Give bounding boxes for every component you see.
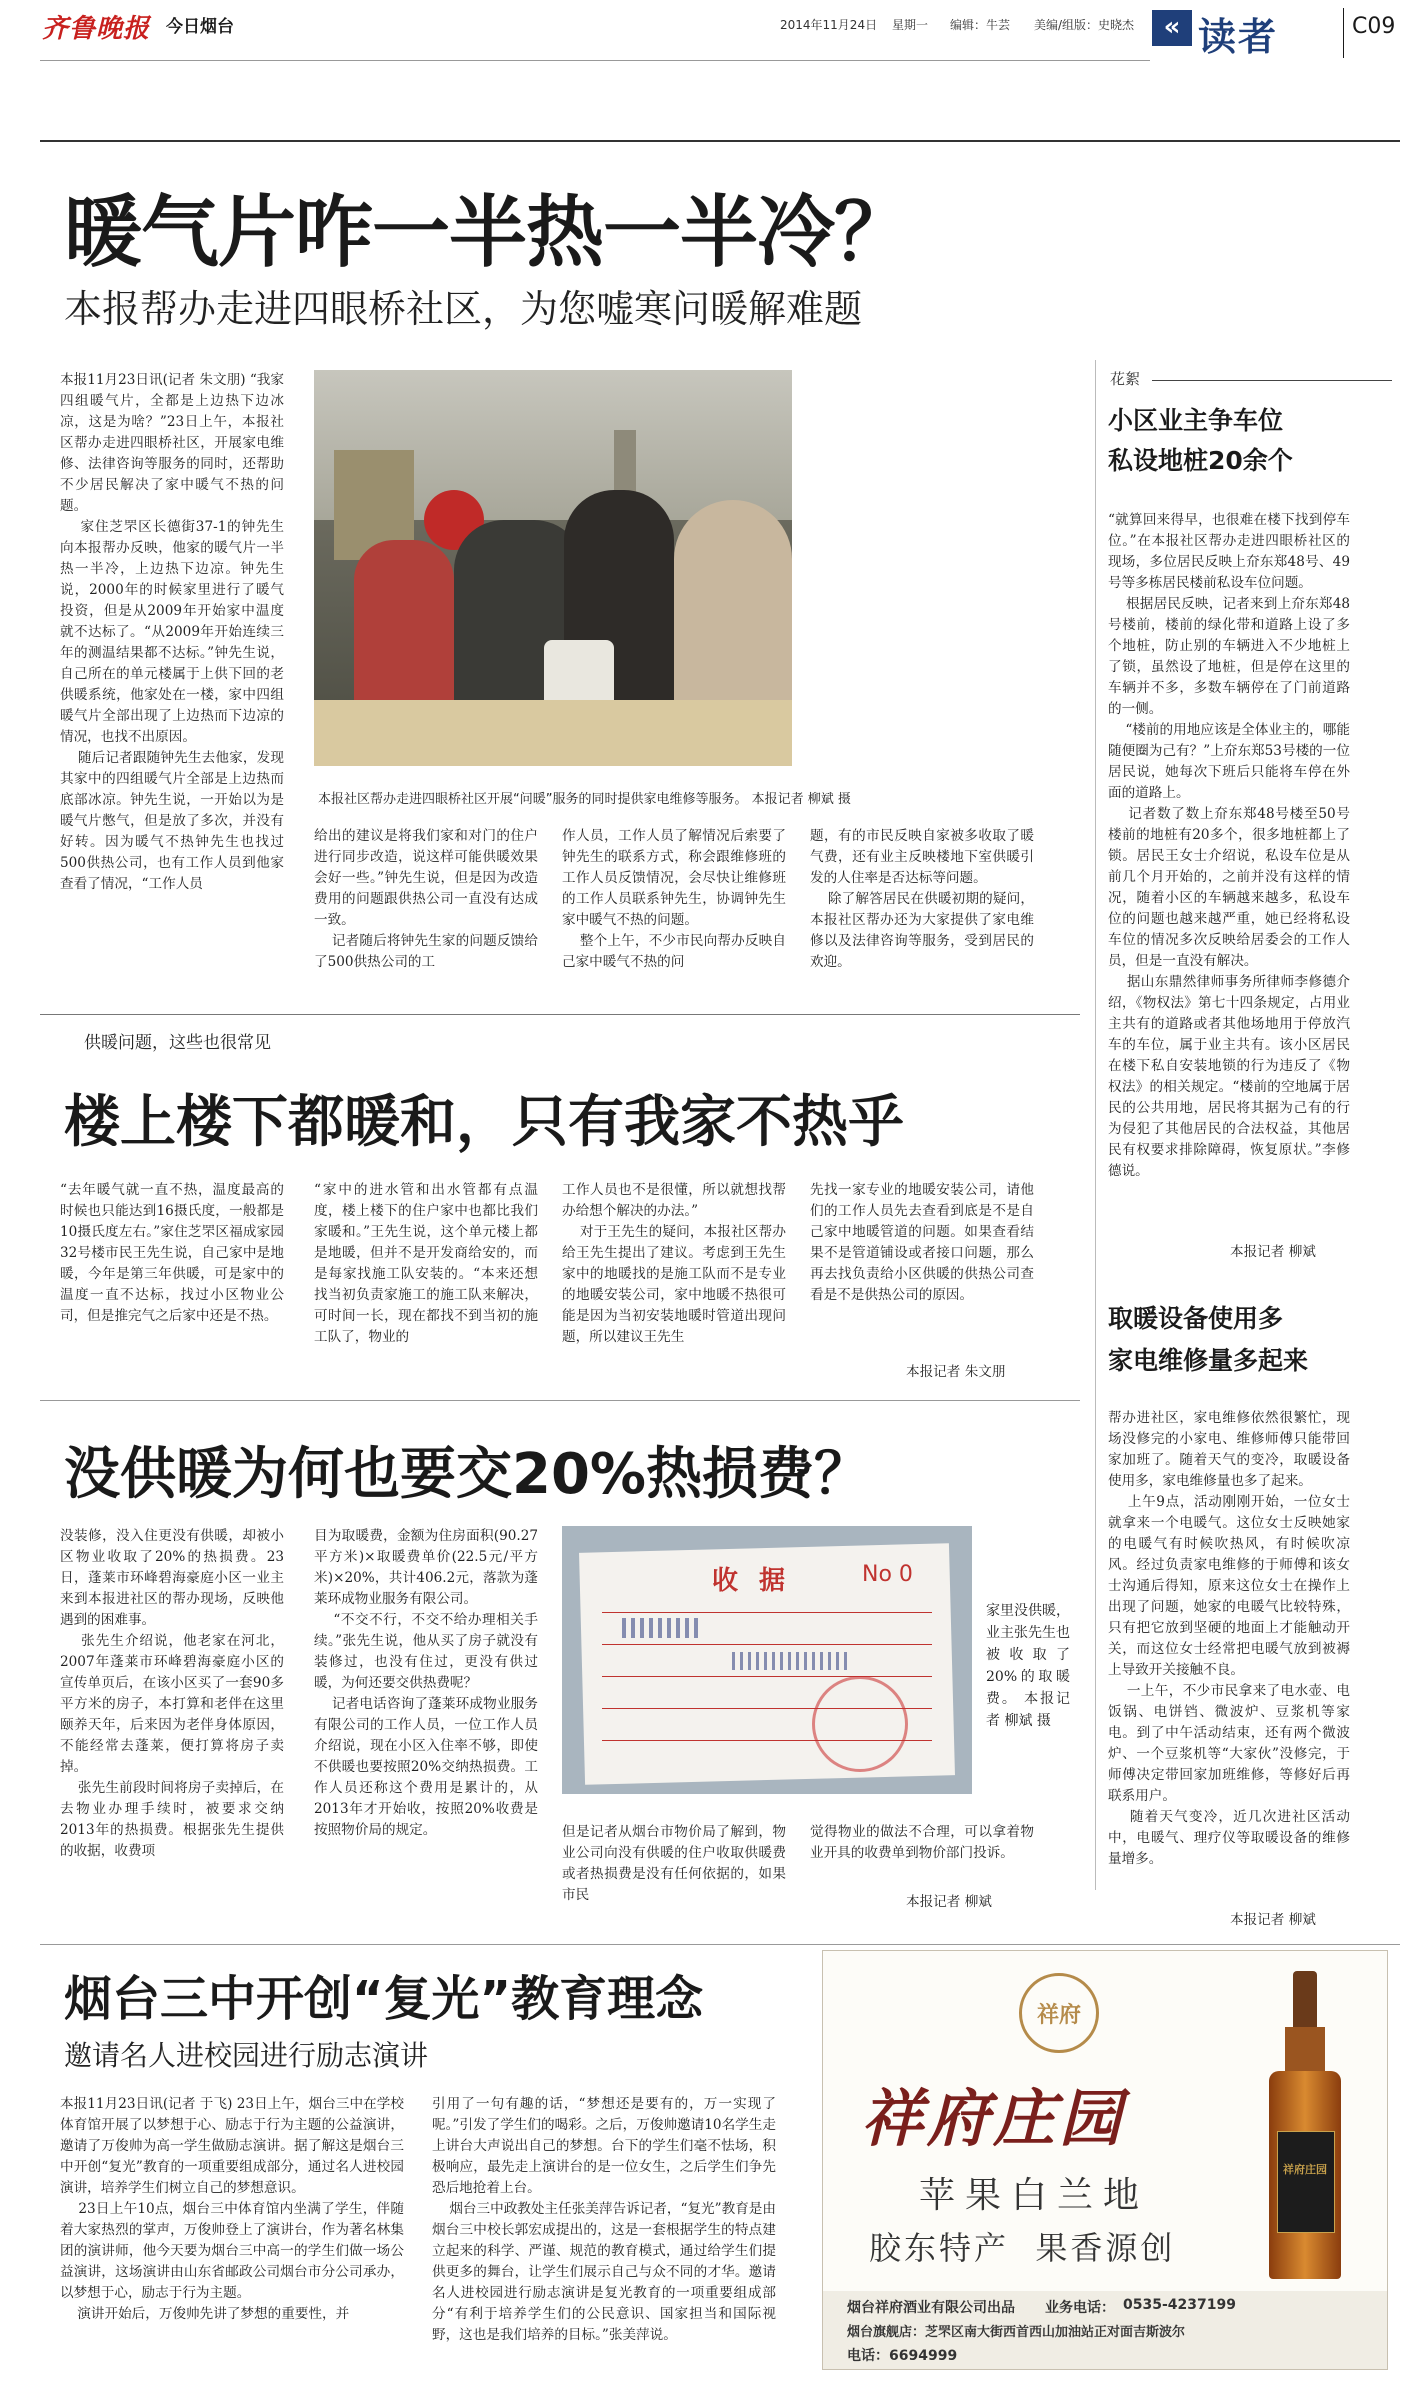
article-column: 本报11月23日讯(记者 于飞) 23日上午，烟台三中在学校体育馆开展了以梦想于心、励志于行为主题的公益演讲，邀请了万俊帅为高一学生做励志演讲。据了解这是烟台三中开创“复光”教育的一项重要组成部分，通过名人进校园演讲，培养学生们树立自己的梦想意识。 23日上午10点，烟台三中体育馆内坐满了学生，伴随着大家热烈的掌声，万俊帅登上了演讲台，作为著名林集团的演讲师，他今天要为烟台三中高一的学生们做一场公益演讲，这场演讲由山东省邮政公司烟台市分公司承办，以梦想于心，励志于行为主题。 演讲开始后，万俊帅先讲了梦想的重要性，并 bbox=[60, 2096, 404, 2322]
sidebar-story-title: 私设地桩20余个 bbox=[1108, 446, 1293, 475]
masthead-date: 2014年11月24日 bbox=[780, 18, 878, 32]
masthead-design: 美编/组版：史晓杰 bbox=[1034, 18, 1135, 32]
article-column: “去年暖气就一直不热，温度最高的时候也只能达到16摄氏度，一般都是10摄氏度左右。”家住芝罘区福成家园32号楼市民王先生说，自己家中是地暖，今年是第三年供暖，可是家中的温度一直不达标，找过小区物业公司，但是推完气之后家中还是不热。 bbox=[60, 1182, 284, 1324]
article-column: 但是记者从烟台市物价局了解到，物业公司向没有供暖的住户收取供暖费或者热损费是没有任何依据的，如果市民 bbox=[562, 1824, 786, 1903]
product-name: 苹果白兰地 bbox=[919, 2175, 1150, 2216]
receipt-number: No 0 bbox=[862, 1562, 913, 1587]
sidebar-story-title: 小区业主争车位 bbox=[1108, 406, 1284, 435]
article-column: 题，有的市民反映自家被多收取了暖气费，还有业主反映楼地下室供暖引发的人住率是否达标等问题。 除了解答居民在供暖初期的疑问，本报社区帮办还为大家提供了家电维修以及法律咨询等服务，受到居民的欢迎。 bbox=[810, 828, 1034, 970]
article-column: 没装修，没入住更没有供暖，却被小区物业收取了20%的热损费。23日，蓬莱市环峰碧海豪庭小区一业主来到本报进社区的帮办现场，反映他遇到的困难事。 张先生介绍说，他老家在河北，2007年蓬莱市环峰碧海豪庭小区的宣传单页后，在该小区买了一套90多平方米的房子，本打算和老伴在这里颐养天年，后来因为老伴身体原因，不能经常去蓬莱，便打算将房子卖掉。 张先生前段时间将房子卖掉后，在去物业办理手续时，被要求交纳2013年的热损费。根据张先生提供的收据，收费项 bbox=[60, 1528, 284, 1859]
article-column: 目为取暖费，金额为住房面积(90.27平方米)×取暖费单价(22.5元/平方米)×20%，共计406.2元，落款为蓬莱环成物业服务有限公司。 “不交不行，不交不给办理相关手续。”张先生说，他从买了房子就没有装修过，也没有住过，更没有供过暖，为何还要交供热费呢？ 记者电话咨询了蓬莱环成物业服务有限公司的工作人员，一位工作人员介绍说，现在小区入住率不够，即使不供暖也要按照20%交纳热损费。工作人员还称这个费用是累计的，从2013年才开始收，按照20%收费是按照物价局的规定。 bbox=[314, 1528, 538, 1838]
subheadline: 本报帮办走进四眼桥社区，为您嘘寒问暖解难题 bbox=[64, 287, 863, 331]
photo-caption: 家里没供暖，业主张先生也被收取了20%的取暖费。 本报记者 柳斌 摄 bbox=[986, 1603, 1070, 1729]
phone-label: 业务电话： bbox=[1045, 2300, 1115, 2316]
header-rule bbox=[40, 140, 1400, 142]
phone-number: 0535-4237199 bbox=[1123, 2297, 1236, 2313]
headline: 楼上楼下都暖和，只有我家不热乎 bbox=[64, 1090, 904, 1155]
section-rule bbox=[40, 1014, 1080, 1015]
brandy-advertisement bbox=[822, 1950, 1388, 2370]
article-column: 本报11月23日讯(记者 朱文朋) “我家四组暖气片，全都是上边热下边冰凉，这是为啥？”23日上午，本报社区帮办走进四眼桥社区，开展家电维修、法律咨询等服务的同时，还帮助不少居民解决了家中暖气不热的问题。 家住芝罘区长德街37-1的钟先生向本报帮办反映，他家的暖气片一半热一半冷，上边热下边凉。钟先生说，2000年的时候家里进行了暖气投资，但是从2009年开始家中温度就不达标了。“从2009年开始连续三年的测温结果都不达标。”钟先生说，自己所在的单元楼属于上供下回的老供暖系统，他家处在一楼，家中四组暖气片全部出现了上边热而下边凉的情况，也找不出原因。 随后记者跟随钟先生去他家，发现其家中的四组暖气片全部是上边热而底部冰凉。钟先生说，一开始以为是暖气片憋气，但是放了多次，并没有好转。因为暖气不热钟先生也找过500供热公司，也有工作人员到他家查看了情况，“工作人员 bbox=[60, 372, 284, 892]
section-name: 今日烟台 bbox=[166, 17, 234, 37]
ad-footer bbox=[823, 2291, 1387, 2369]
subheadline: 邀请名人进校园进行励志演讲 bbox=[64, 2039, 429, 2072]
page-label-icon: « bbox=[1152, 10, 1192, 46]
receipt-photo bbox=[562, 1526, 972, 1794]
article-column: 引用了一句有趣的话，“梦想还是要有的，万一实现了呢。”引发了学生们的喝彩。之后，万俊帅邀请10名学生走上讲台大声说出自己的梦想。台下的学生们毫不怯场，积极响应，最先走上演讲台的是一位女生，之后学生们争先恐后地抢着上台。 烟台三中政教处主任张美萍告诉记者，“复光”教育是由烟台三中校长郭宏成提出的，这是一套根据学生的特点建立起来的科学、严谨、规范的教育模式，通过给学生们提供更多的舞台，让学生们展示自己与众不同的才华。邀请名人进校园进行励志演讲是复光教育的一项重要组成部分“有利于培养学生们的公民意识、国家担当和国际视野，这也是我们培养的目标。”张美萍说。 bbox=[432, 2096, 776, 2343]
company-name: 烟台祥府酒业有限公司出品 bbox=[847, 2300, 1015, 2316]
masthead-weekday: 星期一 bbox=[892, 18, 929, 32]
sidebar-story-body: “就算回来得早，也很难在楼下找到停车位。”在本报社区帮办走进四眼桥社区的现场，多位居民反映上夼东郑48号、49号等多栋居民楼前私设车位问题。 根据居民反映，记者来到上夼东郑48号楼前，楼前的绿化带和道路上设了多个地桩，防止别的车辆进入不少地桩上了锁，虽然设了地桩，但是停在这里的车辆并不多，多数车辆停在了门前道路的一侧。 “楼前的用地应该是全体业主的，哪能随便圈为己有？”上夼东郑53号楼的一位居民说，她每次下班后只能将车停在外面的道路上。 记者数了数上夼东郑48号楼至50号楼前的地桩有20多个，很多地桩都上了锁。居民王女士介绍说，私设车位是从前几个月开始的，之前并没有这样的情况，随着小区的车辆越来越多，私设车位的问题也越来越严重，她已经将私设车位的情况多次反映给居委会的工作人员，但是一直没有解决。 据山东鼎然律师事务所律师李修德介绍，《物权法》第七十四条规定，占用业主共有的道路或者其他场地用于停放汽车的车位，属于业主共有。该小区居民在楼下私自安装地锁的行为违反了《物权法》的相关规定。“楼前的空地属于居民的公共用地，居民将其据为己有的行为侵犯了其他居民的合法权益，其他居民有权要求排除障碍，恢复原状。”李修德说。 bbox=[1108, 512, 1350, 1179]
ad-tagline: 胶东特产 果香源创 bbox=[869, 2229, 1176, 2267]
article-column: 觉得物业的做法不合理，可以拿着物业开具的收费单到物价部门投诉。 bbox=[810, 1824, 1034, 1861]
masthead-rule bbox=[40, 60, 1150, 61]
sidebar-kicker: 花絮 bbox=[1110, 370, 1141, 388]
sidebar-divider bbox=[1095, 360, 1096, 1890]
headline: 烟台三中开创“复光”教育理念 bbox=[64, 1971, 704, 2027]
section-rule bbox=[40, 1400, 1080, 1401]
byline: 本报记者 柳斌 bbox=[906, 1894, 992, 1910]
brand-name: 祥府庄园 bbox=[861, 2082, 1126, 2155]
page-label: 读者 bbox=[1198, 15, 1279, 59]
news-photo-residents bbox=[314, 370, 792, 766]
article-column: 工作人员也不是很懂，所以就想找帮办给想个解决的办法。” 对于王先生的疑问，本报社区帮办给王先生提出了建议。考虑到王先生家中的地暖找的是施工队而不是专业的地暖安装公司，家中地暖不热很可能是因为当初安装地暖时管道出现问题，所以建议王先生 bbox=[562, 1182, 786, 1345]
kicker: 供暖问题，这些也很常见 bbox=[84, 1033, 271, 1053]
byline: 本报记者 朱文朋 bbox=[906, 1364, 1006, 1380]
brand-seal-logo: 祥府 bbox=[1019, 1973, 1099, 2053]
article-column: “家中的进水管和出水管都有点温度，楼上楼下的住户家中也都比我们家暖和。”王先生说，这个单元楼上都是地暖，但并不是开发商给安的，而是每家找施工队安装的。“本来还想找当初负责家施工的施工队来解决，可时间一长，现在都找不到当初的施工队了，物业的 bbox=[314, 1182, 538, 1345]
article-column: 给出的建议是将我们家和对门的住户进行同步改造，说这样可能供暖效果会好一些。”钟先生说，但是因为改造费用的问题跟供热公司一直没有达成一致。 记者随后将钟先生家的问题反馈给了500供热公司的工 bbox=[314, 828, 538, 970]
masthead-divider bbox=[1343, 8, 1344, 58]
store-phone: 电话：6694999 bbox=[847, 2348, 958, 2364]
headline: 暖气片咋一半热一半冷？ bbox=[64, 188, 912, 278]
sidebar-story-title: 取暖设备使用多 bbox=[1108, 1304, 1284, 1333]
kicker-rule bbox=[1152, 380, 1392, 381]
headline: 没供暖为何也要交20%热损费？ bbox=[64, 1442, 871, 1507]
byline: 本报记者 柳斌 bbox=[1230, 1244, 1316, 1260]
masthead-editor: 编辑：牛芸 bbox=[950, 18, 1011, 32]
article-column: 作人员，工作人员了解情况后索要了钟先生的联系方式，称会跟维修班的工作人员反馈情况，会尽快让维修班的工作人员联系钟先生，协调钟先生家中暖气不热的问题。 整个上午，不少市民向帮办反映自己家中暖气不热的问 bbox=[562, 828, 786, 970]
sidebar-story-title: 家电维修量多起来 bbox=[1108, 1346, 1309, 1375]
flagship-store: 烟台旗舰店：芝罘区南大街西首西山加油站正对面吉斯波尔 bbox=[847, 2325, 1186, 2340]
sidebar-story-body: 帮办进社区，家电维修依然很繁忙，现场没修完的小家电、维修师傅只能带回家加班了。随着天气的变冷，取暖设备使用多，家电维修量也多了起来。 上午9点，活动刚刚开始，一位女士就拿来一个电暖气。这位女士反映她家的电暖气有时候吹热风，有时候吹凉风。经过负责家电维修的于师傅和该女士沟通后得知，原来这位女士在操作上出现了问题，她家的电暖气比较特殊，只有把它放到坚硬的地面上才能触动开关，而这位女士经常把电暖气放到被褥上导致开关接触不良。 一上午，不少市民拿来了电水壶、电饭锅、电饼铛、微波炉、豆浆机等家电。到了中午活动结束，还有两个微波炉、一个豆浆机等“大家伙”没修完，于师傅决定带回家加班维修，等修好后再联系用户。 随着天气变冷，近几次进社区活动中，电暖气、理疗仪等取暖设备的维修量增多。 bbox=[1108, 1410, 1350, 1867]
section-rule bbox=[40, 1944, 1400, 1945]
article-column: 先找一家专业的地暖安装公司，请他们的工作人员先去查看到底是不是自己家中地暖管道的问题。如果查看结果不是管道铺设或者接口问题，那么再去找负责给小区供暖的供热公司查看是不是供热公司的原因。 bbox=[810, 1182, 1034, 1303]
byline: 本报记者 柳斌 bbox=[1230, 1912, 1316, 1928]
photo-caption: 本报社区帮办走进四眼桥社区开展“问暖”服务的同时提供家电维修等服务。 本报记者 柳斌 摄 bbox=[318, 792, 851, 807]
brandy-bottle-image: 祥府庄园 bbox=[1263, 1971, 1347, 2279]
page-number: C09 bbox=[1352, 14, 1396, 39]
receipt-heading: 收 据 bbox=[712, 1566, 792, 1596]
newspaper-logo: 齐鲁晚报 bbox=[42, 14, 151, 44]
